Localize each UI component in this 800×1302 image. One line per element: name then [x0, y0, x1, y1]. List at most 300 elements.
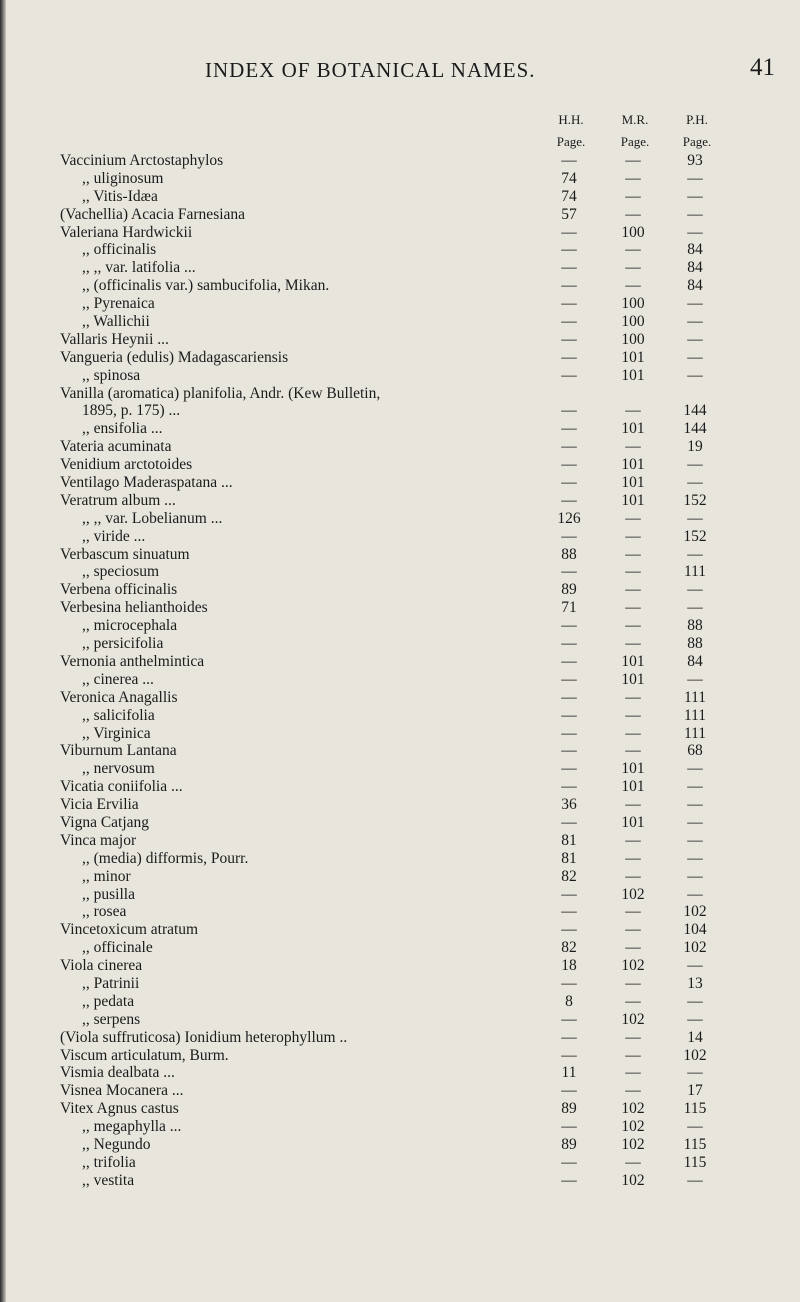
entry-page-mr: —: [625, 402, 641, 420]
entry-page-ph: —: [687, 545, 703, 563]
entry-page-ph: —: [687, 992, 703, 1010]
entry-page-mr: —: [625, 724, 641, 742]
index-entry: [0, 725, 800, 743]
entry-name: ,, (officinalis var.) sambucifolia, Mikan.: [82, 277, 330, 295]
entry-page-mr: —: [625, 688, 641, 706]
entry-name: ,, trifolia: [82, 1153, 136, 1171]
entry-page-hh: —: [561, 563, 577, 581]
entry-name: Verbascum sinuatum: [60, 545, 190, 563]
entry-page-ph: —: [687, 670, 703, 688]
index-entry: [0, 707, 800, 725]
index-entry: [0, 1047, 800, 1065]
entry-page-hh: —: [561, 313, 577, 331]
entry-page-ph: —: [687, 295, 703, 313]
entry-name: Verbesina helianthoides: [60, 599, 208, 617]
entry-page-hh: 89: [561, 1100, 577, 1118]
entry-page-ph: 152: [683, 527, 707, 545]
index-entry: [0, 760, 800, 778]
index-entry: [0, 438, 800, 456]
entry-page-ph: —: [687, 599, 703, 617]
entry-name: (Vachellia) Acacia Farnesiana: [60, 205, 246, 223]
column-sub-hh: Page.: [556, 134, 586, 149]
entry-name: Veronica Anagallis: [60, 688, 178, 706]
entry-name: Vicatia coniifolia ...: [60, 778, 183, 796]
entry-page-mr: 102: [621, 1100, 645, 1118]
entry-page-ph: —: [687, 760, 703, 778]
index-entry: [0, 259, 800, 277]
entry-page-hh: —: [561, 724, 577, 742]
entry-page-ph: 19: [687, 438, 703, 456]
page-header: [0, 54, 800, 88]
entry-page-ph: —: [687, 313, 703, 331]
entry-page-hh: 89: [561, 1135, 577, 1153]
entry-page-ph: 111: [683, 688, 707, 706]
entry-page-mr: 102: [621, 1010, 645, 1028]
index-entry: [0, 367, 800, 385]
entry-page-hh: —: [561, 760, 577, 778]
entry-page-ph: 144: [683, 420, 707, 438]
index-entry: [0, 510, 800, 528]
entry-page-hh: —: [561, 277, 577, 295]
entry-page-mr: —: [625, 867, 641, 885]
index-entry: [0, 957, 800, 975]
entry-page-mr: —: [625, 921, 641, 939]
entry-page-ph: —: [687, 1118, 703, 1136]
entry-page-ph: 102: [683, 1046, 707, 1064]
entry-page-ph: 84: [687, 652, 703, 670]
entry-page-ph: 152: [683, 491, 707, 509]
entry-name: 1895, p. 175) ...: [82, 402, 181, 420]
index-entry: [0, 886, 800, 904]
index-entry: [0, 581, 800, 599]
entry-page-mr: —: [625, 509, 641, 527]
entry-page-ph: —: [687, 1064, 703, 1082]
entry-name: Valeriana Hardwickii: [60, 223, 193, 241]
entry-page-ph: 102: [683, 903, 707, 921]
entry-page-ph: 115: [683, 1100, 707, 1118]
entry-page-mr: —: [625, 599, 641, 617]
index-entry: [0, 349, 800, 367]
entry-page-ph: 144: [683, 402, 707, 420]
entry-page-hh: —: [561, 330, 577, 348]
entry-page-ph: 88: [687, 617, 703, 635]
entry-name: Vernonia anthelmintica: [60, 652, 205, 670]
entry-page-ph: 115: [683, 1135, 707, 1153]
index-entry: [0, 492, 800, 510]
entry-page-hh: 8: [565, 992, 573, 1010]
entry-page-hh: —: [561, 152, 577, 169]
index-entry: [0, 313, 800, 331]
entry-name: Viscum articulatum, Burm.: [60, 1046, 229, 1064]
entry-page-mr: 100: [621, 330, 645, 348]
entry-page-hh: —: [561, 438, 577, 456]
entry-page-mr: 101: [621, 778, 645, 796]
index-entry: [0, 671, 800, 689]
entry-page-hh: —: [561, 295, 577, 313]
entry-page-hh: 57: [561, 205, 577, 223]
entry-name: ,, viride ...: [82, 527, 146, 545]
entry-page-mr: —: [625, 796, 641, 814]
entry-page-hh: 36: [561, 796, 577, 814]
entry-page-hh: —: [561, 420, 577, 438]
entry-page-hh: 11: [561, 1064, 577, 1082]
entry-page-ph: 68: [687, 742, 703, 760]
entry-name: ,, Wallichii: [82, 313, 150, 331]
entry-page-hh: —: [561, 1082, 577, 1100]
entry-page-hh: —: [561, 474, 577, 492]
entry-name: Ventilago Maderaspatana ...: [60, 474, 233, 492]
entry-name: ,, Pyrenaica: [82, 295, 155, 313]
entry-page-mr: 101: [621, 366, 645, 384]
entry-name: Vateria acuminata: [60, 438, 172, 456]
entry-name: ,, cinerea ...: [82, 670, 154, 688]
entry-page-hh: —: [561, 921, 577, 939]
index-entry: [0, 742, 800, 760]
entry-page-mr: 101: [621, 420, 645, 438]
entry-page-ph: —: [687, 581, 703, 599]
entry-page-hh: 71: [561, 599, 577, 617]
entry-page-ph: 88: [687, 635, 703, 653]
entry-page-ph: —: [687, 867, 703, 885]
entry-page-mr: —: [625, 187, 641, 205]
entry-page-mr: —: [625, 545, 641, 563]
entry-page-mr: —: [625, 706, 641, 724]
entry-page-ph: —: [687, 885, 703, 903]
entry-page-hh: 82: [561, 867, 577, 885]
entry-page-mr: —: [625, 277, 641, 295]
column-header-mr: [610, 112, 660, 150]
index-entry: [0, 868, 800, 886]
entry-page-mr: —: [625, 563, 641, 581]
entry-page-hh: —: [561, 670, 577, 688]
column-sub-ph: Page.: [682, 134, 712, 149]
entry-page-mr: 102: [621, 1118, 645, 1136]
entry-page-ph: —: [687, 849, 703, 867]
entry-page-hh: —: [561, 1010, 577, 1028]
index-entry: [0, 1172, 800, 1190]
entry-name: ,, ,, var. latifolia ...: [82, 259, 196, 277]
entry-name: Vicia Ervilia: [60, 796, 139, 814]
entry-name: ,, megaphylla ...: [82, 1118, 182, 1136]
entry-page-ph: —: [687, 330, 703, 348]
entry-page-hh: —: [561, 366, 577, 384]
column-title-hh: H.H.: [558, 112, 584, 127]
index-entry: [0, 188, 800, 206]
index-entry: [0, 563, 800, 581]
entry-page-mr: —: [625, 742, 641, 760]
entry-page-hh: —: [561, 259, 577, 277]
entry-page-mr: —: [625, 1064, 641, 1082]
entry-page-ph: —: [687, 205, 703, 223]
entry-page-mr: —: [625, 1082, 641, 1100]
index-entry: [0, 241, 800, 259]
entry-page-hh: 81: [561, 849, 577, 867]
entry-page-ph: —: [687, 796, 703, 814]
index-entry: [0, 1100, 800, 1118]
entry-name: Vaccinium Arctostaphylos: [60, 152, 224, 169]
entry-name: Vangueria (edulis) Madagascariensis: [60, 348, 289, 366]
column-header-ph: [672, 112, 722, 150]
entry-page-mr: 100: [621, 313, 645, 331]
entry-page-hh: —: [561, 1028, 577, 1046]
entry-page-mr: —: [625, 259, 641, 277]
page-number: 41: [750, 54, 775, 81]
entry-name: ,, Virginica: [82, 724, 151, 742]
entry-page-ph: 111: [683, 724, 707, 742]
entry-page-mr: —: [625, 527, 641, 545]
entry-name: Viburnum Lantana: [60, 742, 177, 760]
index-entry: [0, 152, 800, 170]
entry-page-hh: 126: [557, 509, 581, 527]
entry-page-ph: 93: [687, 152, 703, 169]
index-entry: [0, 939, 800, 957]
entry-name: ,, Vitis-Idæa: [82, 187, 158, 205]
entry-page-mr: 101: [621, 760, 645, 778]
index-entry: [0, 1064, 800, 1082]
entry-page-hh: —: [561, 778, 577, 796]
entry-page-hh: —: [561, 1171, 577, 1189]
entry-page-hh: 74: [561, 169, 577, 187]
entry-name: ,, uliginosum: [82, 169, 164, 187]
entry-page-ph: —: [687, 957, 703, 975]
index-entry: [0, 617, 800, 635]
entry-name: ,, spinosa: [82, 366, 141, 384]
entry-page-mr: —: [625, 974, 641, 992]
entry-name: ,, Negundo: [82, 1135, 151, 1153]
entry-page-mr: 101: [621, 813, 645, 831]
entry-name: Vismia dealbata ...: [60, 1064, 175, 1082]
index-entry: [0, 1154, 800, 1172]
index-entry: [0, 385, 800, 403]
entry-name: ,, persicifolia: [82, 635, 164, 653]
index-entry: [0, 796, 800, 814]
entry-page-mr: —: [625, 992, 641, 1010]
entry-name: (Viola suffruticosa) Ionidium heterophyllum ..: [60, 1028, 348, 1046]
index-entry: [0, 975, 800, 993]
column-title-ph: P.H.: [686, 112, 708, 127]
entry-name: ,, Patrinii: [82, 974, 140, 992]
index-entry: [0, 635, 800, 653]
index-entry: [0, 778, 800, 796]
entry-page-ph: 104: [683, 921, 707, 939]
entry-page-hh: —: [561, 742, 577, 760]
column-headers: [540, 112, 800, 152]
entry-name: Visnea Mocanera ...: [60, 1082, 184, 1100]
entry-page-mr: 101: [621, 652, 645, 670]
entry-page-hh: —: [561, 903, 577, 921]
entry-page-hh: —: [561, 348, 577, 366]
index-entry: [0, 474, 800, 492]
index-entry: [0, 921, 800, 939]
entry-page-ph: 17: [687, 1082, 703, 1100]
index-entry: [0, 689, 800, 707]
entry-page-hh: —: [561, 1118, 577, 1136]
entry-page-mr: —: [625, 169, 641, 187]
entry-name: ,, salicifolia: [82, 706, 155, 724]
entry-name: Vitex Agnus castus: [60, 1100, 179, 1118]
entry-page-ph: 111: [683, 563, 707, 581]
entry-page-mr: —: [625, 1046, 641, 1064]
entry-page-hh: —: [561, 456, 577, 474]
entry-name: Vinca major: [60, 831, 137, 849]
entry-page-ph: —: [687, 831, 703, 849]
entry-page-mr: —: [625, 1028, 641, 1046]
entry-page-ph: —: [687, 474, 703, 492]
entry-page-mr: 102: [621, 1171, 645, 1189]
entry-page-mr: —: [625, 581, 641, 599]
entry-page-ph: 84: [687, 259, 703, 277]
entry-page-hh: 88: [561, 545, 577, 563]
entry-page-hh: 81: [561, 831, 577, 849]
entry-name: ,, rosea: [82, 903, 127, 921]
entry-page-hh: —: [561, 885, 577, 903]
entry-name: ,, vestita: [82, 1171, 135, 1189]
entry-name: ,, ensifolia ...: [82, 420, 163, 438]
index-entry: [0, 546, 800, 564]
entry-page-hh: —: [561, 652, 577, 670]
entry-page-hh: —: [561, 974, 577, 992]
index-entry: [0, 1082, 800, 1100]
entry-page-mr: 101: [621, 670, 645, 688]
entry-page-ph: —: [687, 223, 703, 241]
index-entry: [0, 456, 800, 474]
entry-name: ,, officinalis: [82, 241, 157, 259]
entry-page-ph: 84: [687, 241, 703, 259]
entry-page-ph: —: [687, 169, 703, 187]
entry-page-ph: 115: [683, 1153, 707, 1171]
index-entry: [0, 814, 800, 832]
entry-page-ph: —: [687, 348, 703, 366]
entry-page-hh: —: [561, 402, 577, 420]
entry-page-ph: —: [687, 813, 703, 831]
entry-page-mr: 101: [621, 348, 645, 366]
entry-page-mr: 102: [621, 957, 645, 975]
entry-page-mr: —: [625, 831, 641, 849]
entry-page-hh: —: [561, 635, 577, 653]
index-entry: [0, 1118, 800, 1136]
entry-name: Vincetoxicum atratum: [60, 921, 199, 939]
entry-name: ,, nervosum: [82, 760, 155, 778]
entry-page-mr: 102: [621, 1135, 645, 1153]
entry-name: Veratrum album ...: [60, 491, 176, 509]
index-entry: [0, 170, 800, 188]
entry-page-mr: —: [625, 438, 641, 456]
running-title: INDEX OF BOTANICAL NAMES.: [205, 58, 536, 82]
index-entry: [0, 528, 800, 546]
entry-page-mr: 101: [621, 456, 645, 474]
index-entry: [0, 903, 800, 921]
entry-page-hh: —: [561, 688, 577, 706]
index-entry: [0, 1136, 800, 1154]
index-entry: [0, 993, 800, 1011]
entry-name: ,, pusilla: [82, 885, 135, 903]
index-entry: [0, 653, 800, 671]
entry-page-ph: —: [687, 1010, 703, 1028]
column-title-mr: M.R.: [621, 112, 649, 127]
index-entry: [0, 277, 800, 295]
entry-page-ph: 84: [687, 277, 703, 295]
entry-name: Vigna Catjang: [60, 813, 150, 831]
entry-page-ph: —: [687, 366, 703, 384]
entry-page-mr: 102: [621, 885, 645, 903]
entry-page-ph: 13: [687, 974, 703, 992]
entry-name: ,, microcephala: [82, 617, 178, 635]
entry-page-mr: —: [625, 635, 641, 653]
entry-page-mr: 100: [621, 295, 645, 313]
entry-page-mr: —: [625, 939, 641, 957]
entry-page-hh: —: [561, 617, 577, 635]
entry-page-hh: —: [561, 813, 577, 831]
entry-page-mr: 100: [621, 223, 645, 241]
index-entry: [0, 1029, 800, 1047]
entry-name: Vallaris Heynii ...: [60, 330, 169, 348]
entry-name: ,, speciosum: [82, 563, 160, 581]
entry-page-hh: 82: [561, 939, 577, 957]
index-entry: [0, 402, 800, 420]
entry-page-mr: —: [625, 849, 641, 867]
entry-page-hh: —: [561, 241, 577, 259]
entry-page-ph: —: [687, 187, 703, 205]
column-header-hh: [546, 112, 596, 150]
entry-name: Vanilla (aromatica) planifolia, Andr. (Kew Bulletin,: [60, 384, 381, 402]
entry-name: ,, serpens: [82, 1010, 141, 1028]
index-entries: [0, 152, 800, 1190]
entry-page-ph: 14: [687, 1028, 703, 1046]
entry-page-mr: —: [625, 617, 641, 635]
entry-name: ,, officinale: [82, 939, 153, 957]
entry-page-hh: —: [561, 1046, 577, 1064]
entry-page-hh: —: [561, 527, 577, 545]
entry-name: Verbena officinalis: [60, 581, 178, 599]
entry-page-ph: —: [687, 509, 703, 527]
entry-name: ,, (media) difformis, Pourr.: [82, 849, 249, 867]
column-sub-mr: Page.: [620, 134, 650, 149]
index-entry: [0, 331, 800, 349]
entry-name: ,, ,, var. Lobelianum ...: [82, 509, 223, 527]
entry-page-mr: —: [625, 205, 641, 223]
index-entry: [0, 295, 800, 313]
entry-page-hh: 74: [561, 187, 577, 205]
entry-name: Venidium arctotoides: [60, 456, 193, 474]
entry-page-mr: —: [625, 241, 641, 259]
entry-page-hh: —: [561, 491, 577, 509]
entry-page-ph: 111: [683, 706, 707, 724]
entry-page-mr: —: [625, 152, 641, 169]
entry-page-mr: —: [625, 903, 641, 921]
entry-name: Viola cinerea: [60, 957, 143, 975]
index-entry: [0, 850, 800, 868]
entry-page-mr: 101: [621, 474, 645, 492]
entry-name: ,, minor: [82, 867, 131, 885]
entry-page-hh: 89: [561, 581, 577, 599]
index-entry: [0, 206, 800, 224]
entry-name: ,, pedata: [82, 992, 135, 1010]
entry-page-ph: 102: [683, 939, 707, 957]
index-entry: [0, 599, 800, 617]
entry-page-hh: —: [561, 706, 577, 724]
entry-page-ph: —: [687, 1171, 703, 1189]
entry-page-ph: —: [687, 778, 703, 796]
entry-page-ph: —: [687, 456, 703, 474]
index-entry: [0, 420, 800, 438]
entry-page-hh: —: [561, 1153, 577, 1171]
index-entry: [0, 832, 800, 850]
entry-page-hh: 18: [561, 957, 577, 975]
index-entry: [0, 224, 800, 242]
entry-page-mr: —: [625, 1153, 641, 1171]
entry-page-mr: 101: [621, 491, 645, 509]
index-entry: [0, 1011, 800, 1029]
